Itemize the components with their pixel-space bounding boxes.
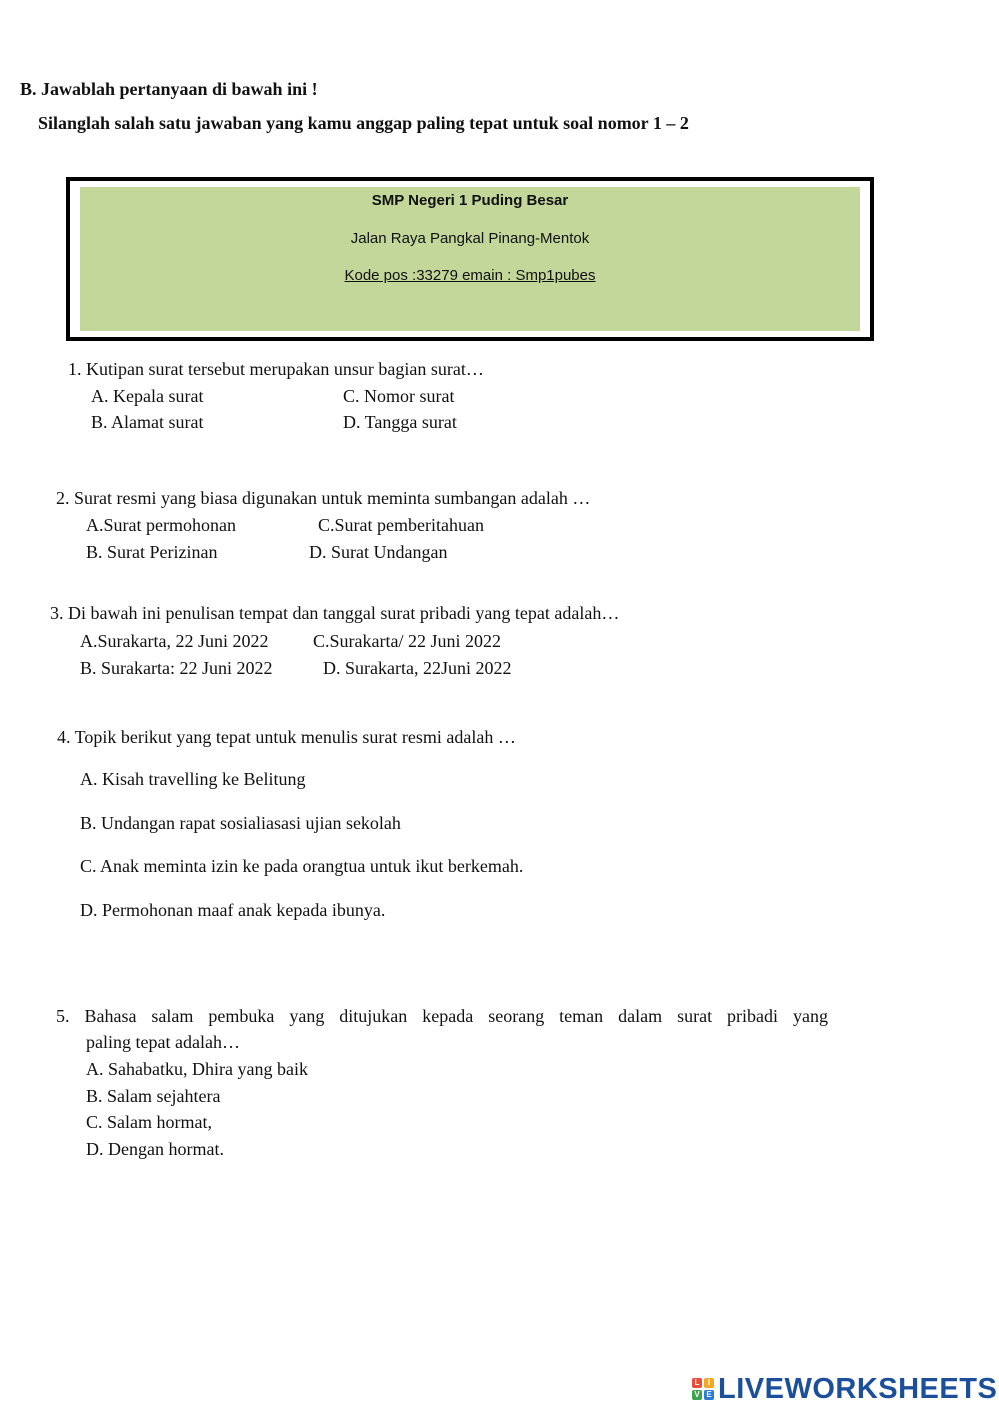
- q4-option-a[interactable]: A. Kisah travelling ke Belitung: [80, 769, 306, 789]
- q3-option-b[interactable]: B. Surakarta: 22 Juni 2022: [80, 658, 273, 678]
- school-address: Jalan Raya Pangkal Pinang-Mentok: [350, 230, 590, 247]
- question-2: 2. Surat resmi yang biasa digunakan untuk meminta sumbangan adalah …: [56, 488, 591, 508]
- q4-option-c[interactable]: C. Anak meminta izin ke pada orangtua untuk ikut berkemah.: [80, 856, 524, 876]
- question-5-line-1: 5. Bahasa salam pembuka yang ditujukan kepada seorang teman dalam surat pribadi yang: [56, 1006, 828, 1026]
- school-name: SMP Negeri 1 Puding Besar: [371, 192, 569, 209]
- q3-option-c[interactable]: C.Surakarta/ 22 Juni 2022: [313, 631, 501, 651]
- q3-option-a[interactable]: A.Surakarta, 22 Juni 2022: [80, 631, 269, 651]
- liveworksheets-logo-icon: [692, 1378, 714, 1400]
- letterhead-fill: [80, 187, 860, 331]
- question-4: 4. Topik berikut yang tepat untuk menulis surat resmi adalah …: [57, 727, 516, 747]
- q1-option-c[interactable]: C. Nomor surat: [343, 386, 455, 406]
- q4-option-d[interactable]: D. Permohonan maaf anak kepada ibunya.: [80, 900, 386, 920]
- liveworksheets-brand: [692, 1373, 997, 1405]
- question-5-line-2: paling tepat adalah…: [86, 1032, 240, 1052]
- q1-option-d[interactable]: D. Tangga surat: [343, 412, 457, 432]
- q4-option-b[interactable]: B. Undangan rapat sosialiasasi ujian sekolah: [80, 813, 401, 833]
- section-instruction: Silanglah salah satu jawaban yang kamu anggap paling tepat untuk soal nomor 1 – 2: [38, 113, 689, 133]
- question-3: 3. Di bawah ini penulisan tempat dan tanggal surat pribadi yang tepat adalah…: [50, 603, 620, 623]
- q3-option-d[interactable]: D. Surakarta, 22Juni 2022: [323, 658, 512, 678]
- q5-option-b[interactable]: B. Salam sejahtera: [86, 1086, 221, 1106]
- logo-letter-l: L: [692, 1378, 702, 1388]
- q2-option-c[interactable]: C.Surat pemberitahuan: [318, 515, 484, 535]
- section-heading: B. Jawablah pertanyaan di bawah ini !: [20, 79, 318, 99]
- logo-letter-v: V: [692, 1390, 702, 1400]
- q2-option-a[interactable]: A.Surat permohonan: [86, 515, 236, 535]
- letterhead-box: [66, 177, 874, 341]
- q1-option-b[interactable]: B. Alamat surat: [91, 412, 204, 432]
- logo-letter-i: I: [704, 1378, 714, 1388]
- brand-text: LIVEWORKSHEETS: [718, 1372, 998, 1405]
- question-1: 1. Kutipan surat tersebut merupakan unsur bagian surat…: [68, 359, 484, 379]
- logo-letter-e: E: [704, 1390, 714, 1400]
- q1-option-a[interactable]: A. Kepala surat: [91, 386, 204, 406]
- q5-option-c[interactable]: C. Salam hormat,: [86, 1112, 212, 1132]
- q2-option-d[interactable]: D. Surat Undangan: [309, 542, 448, 562]
- q5-option-d[interactable]: D. Dengan hormat.: [86, 1139, 224, 1159]
- q5-option-a[interactable]: A. Sahabatku, Dhira yang baik: [86, 1059, 308, 1079]
- q2-option-b[interactable]: B. Surat Perizinan: [86, 542, 218, 562]
- school-postal-email: Kode pos :33279 emain : Smp1pubes: [344, 267, 596, 284]
